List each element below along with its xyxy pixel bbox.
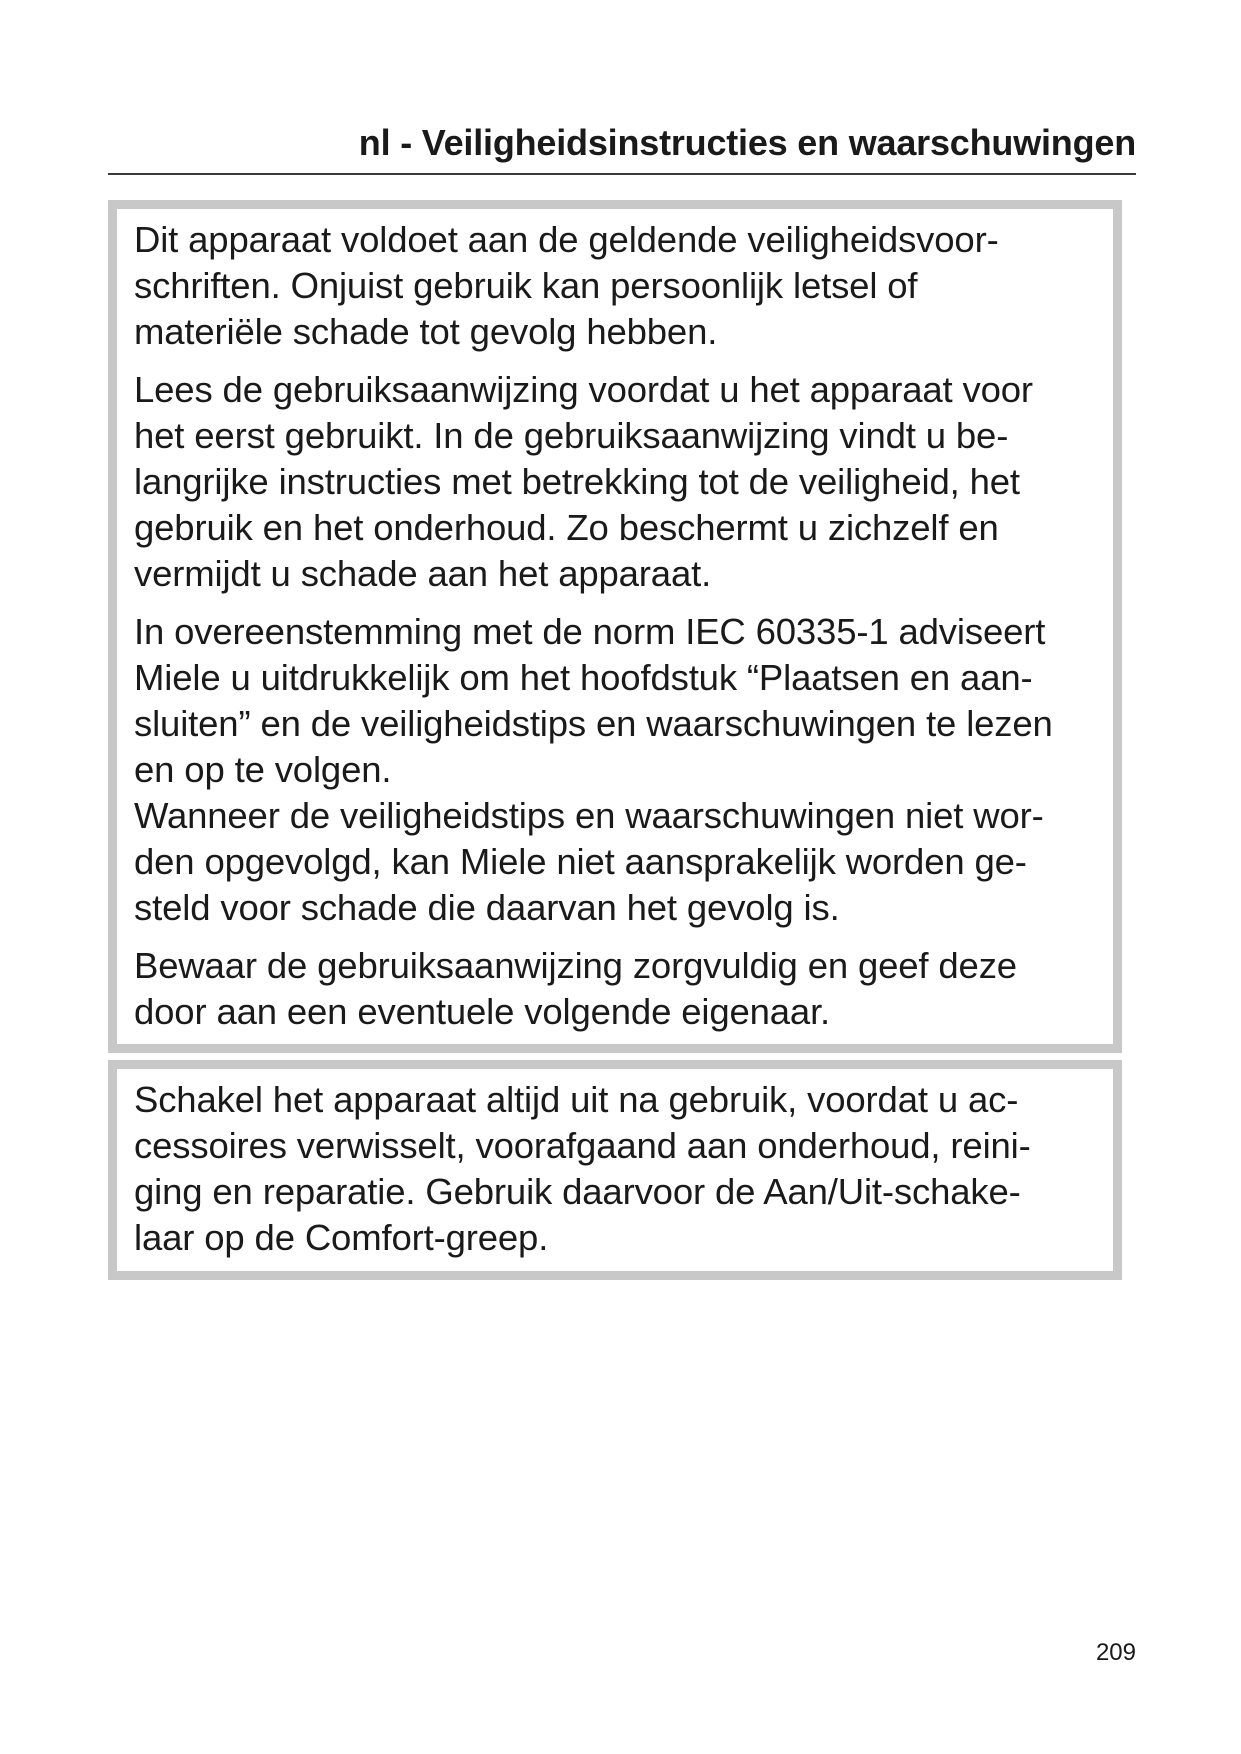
page-number: 209	[1095, 1639, 1136, 1666]
page-title: nl - Veiligheidsinstructies en waarschuwingen	[358, 122, 1136, 163]
notice-paragraph-liability: Wanneer de veiligheidstips en waarschuwingen niet wor- den opgevolgd, kan Miele niet aansprakelijk worden ge- steld voor schade die daarvan het gevolg is.	[134, 795, 1044, 928]
notice-paragraph-read-manual: Lees de gebruiksaanwijzing voordat u het apparaat voor het eerst gebruikt. In de gebruiksaanwijzing vindt u be- langrijke instructies met betrekking tot de veiligheid, het gebruik en het onderhoud. Zo beschermt u zichzelf en vermijdt u schade aan het apparaat.	[134, 369, 1033, 594]
notice-paragraph-keep-manual: Bewaar de gebruiksaanwijzing zorgvuldig en geef deze door aan een eventuele volgende eigenaar.	[134, 945, 1017, 1032]
header-divider	[108, 173, 1136, 175]
switch-off-notice-box	[108, 1060, 1122, 1280]
notice-paragraph-iec-norm: In overeenstemming met de norm IEC 60335-1 adviseert Miele u uitdrukkelijk om het hoofdstuk “Plaatsen en aan- sluiten” en de veiligheidstips en waarschuwingen te lezen en op te volgen.	[134, 611, 1053, 790]
notice-paragraph-compliance: Dit apparaat voldoet aan de geldende veiligheidsvoor- schriften. Onjuist gebruik kan persoonlijk letsel of materiële schade tot gevolg hebben.	[134, 219, 999, 352]
safety-notice-box	[108, 200, 1122, 1053]
notice-paragraph-switch-off: Schakel het apparaat altijd uit na gebruik, voordat u ac- cessoires verwisselt, voorafgaand aan onderhoud, reini- ging en reparatie. Gebruik daarvoor de Aan/Uit-schake- laar op de Comfort-greep.	[134, 1079, 1031, 1258]
